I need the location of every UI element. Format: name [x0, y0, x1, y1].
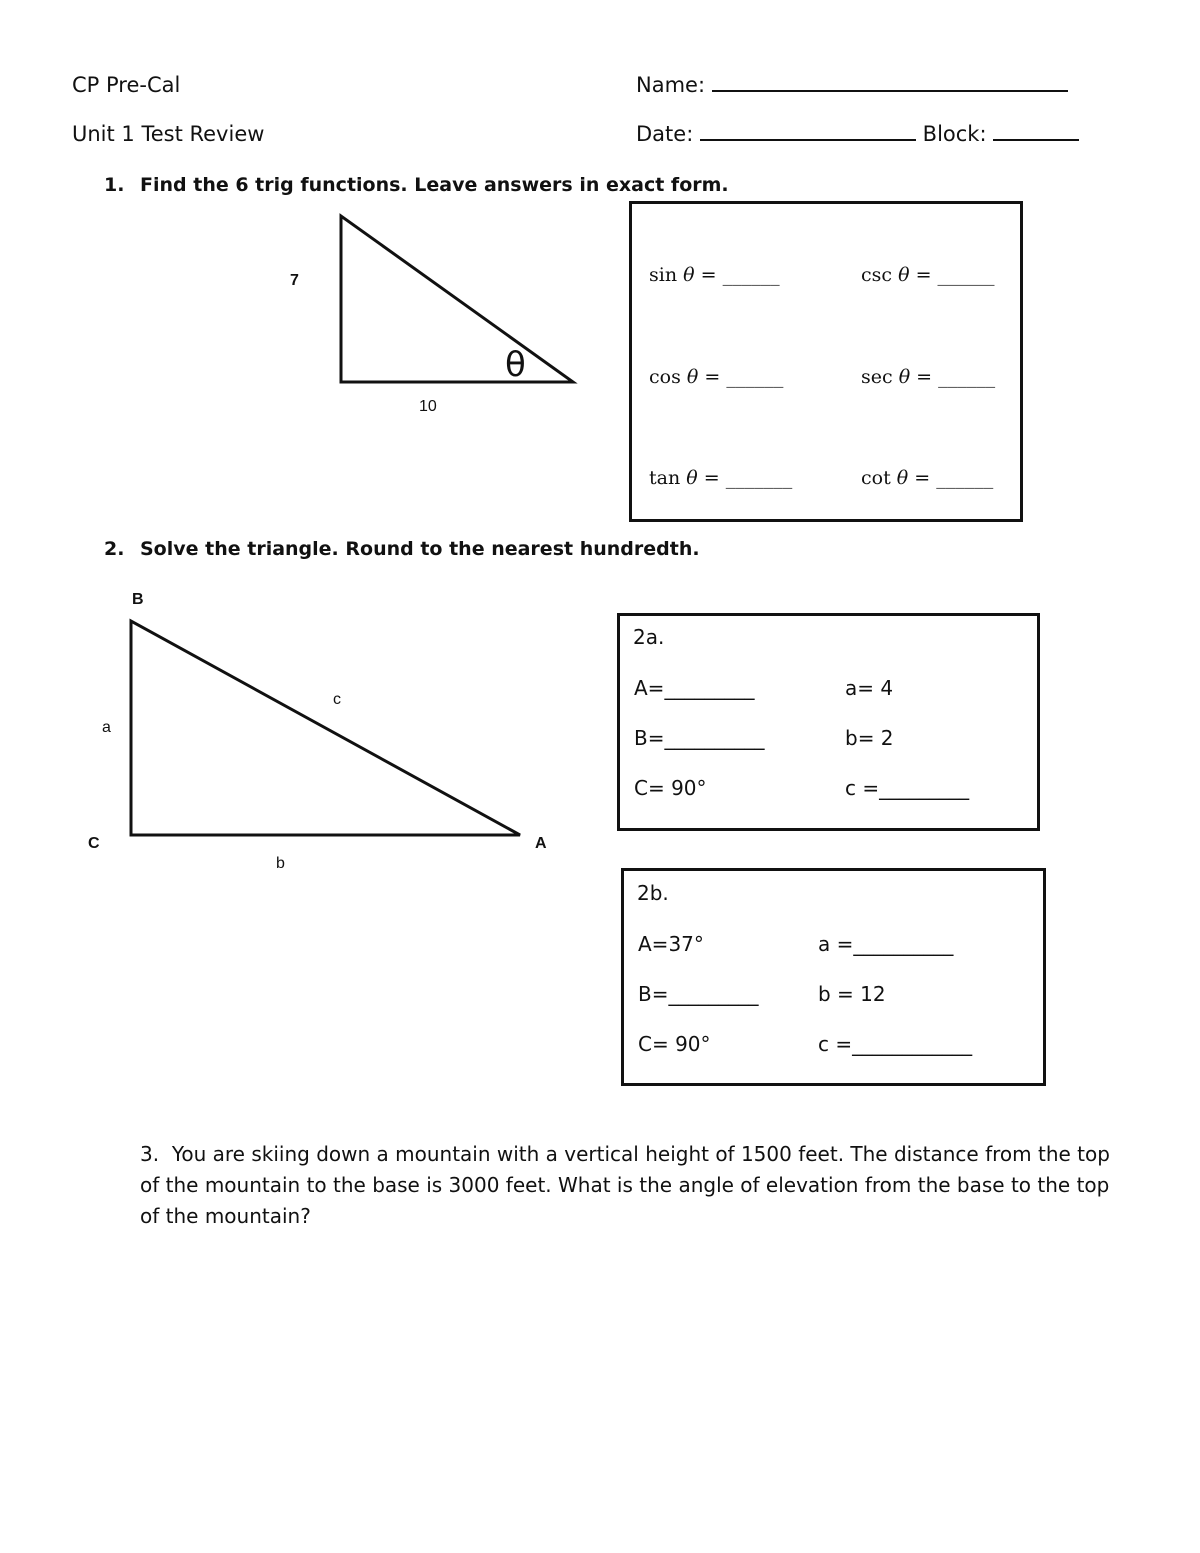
box-2b-side-a[interactable]: a =__________ [818, 932, 954, 956]
triangle-1-side-vertical: 7 [290, 272, 299, 289]
cot-row: cot θ = ______ [861, 467, 994, 489]
box-2b-angle-C: C= 90° [638, 1032, 711, 1056]
box-2a-angle-B[interactable]: B=__________ [634, 726, 765, 750]
question-3-text: You are skiing down a mountain with a vertical height of 1500 feet. The distance from the top of the mountain to the base is 3000 feet. What is the angle of elevation from the base to the top of the mountain? [140, 1142, 1110, 1228]
question-1-prompt [104, 174, 729, 196]
cot-name: cot [861, 467, 891, 489]
sin-blank[interactable]: ______ [722, 264, 780, 286]
csc-blank[interactable]: ______ [937, 264, 995, 286]
question-2-text: Solve the triangle. Round to the nearest hundredth. [140, 538, 700, 560]
sec-blank[interactable]: ______ [938, 366, 996, 388]
triangle-1-shape [341, 216, 573, 385]
answer-box-2a [617, 613, 1040, 831]
name-field[interactable] [636, 73, 1068, 97]
box-2b-side-c[interactable]: c =____________ [818, 1032, 973, 1056]
cos-name: cos [649, 366, 681, 388]
cos-blank[interactable]: ______ [726, 366, 784, 388]
vertex-b-label: B [132, 591, 144, 608]
theta-angle-label: θ [505, 345, 526, 385]
box-2b-side-b: b = 12 [818, 982, 886, 1006]
box-2a-title: 2a. [633, 625, 665, 649]
tan-blank[interactable]: _______ [725, 467, 793, 489]
vertex-a-label: A [535, 835, 547, 852]
box-2a-angle-C: C= 90° [634, 776, 707, 800]
sec-name: sec [861, 366, 893, 388]
triangle-1-diagram [330, 205, 590, 400]
box-2b-title: 2b. [637, 881, 669, 905]
tan-name: tan [649, 467, 681, 489]
triangle-1-side-horizontal: 10 [419, 398, 437, 415]
question-3-number: 3. [140, 1142, 160, 1166]
date-label: Date: [636, 122, 694, 146]
box-2a-side-b: b= 2 [845, 726, 894, 750]
block-label: Block: [922, 122, 987, 146]
unit-title: Unit 1 Test Review [72, 122, 265, 146]
question-1-text: Find the 6 trig functions. Leave answers in exact form. [140, 174, 729, 196]
box-2b-angle-A: A=37° [638, 932, 704, 956]
date-blank[interactable] [700, 139, 916, 141]
vertex-c-label: C [88, 835, 100, 852]
triangle-2-shape [131, 621, 520, 835]
block-blank[interactable] [993, 139, 1079, 141]
box-2a-side-a: a= 4 [845, 676, 894, 700]
name-label: Name: [636, 73, 706, 97]
csc-name: csc [861, 264, 893, 286]
answer-box-2b [621, 868, 1046, 1086]
sin-row: sin θ = ______ [649, 264, 780, 286]
date-block-field [636, 122, 1079, 146]
side-c-label: c [333, 691, 341, 708]
question-2-prompt [104, 538, 700, 560]
sec-row: sec θ = ______ [861, 366, 996, 388]
box-2b-angle-B[interactable]: B=_________ [638, 982, 759, 1006]
side-a-label: a [102, 719, 111, 736]
triangle-2-diagram [120, 610, 540, 850]
question-2-number: 2. [104, 538, 125, 560]
trig-answer-box [629, 201, 1023, 522]
tan-row: tan θ = _______ [649, 467, 793, 489]
box-2a-angle-A[interactable]: A=_________ [634, 676, 755, 700]
csc-row: csc θ = ______ [861, 264, 995, 286]
question-1-number: 1. [104, 174, 125, 196]
name-blank[interactable] [712, 90, 1068, 92]
cos-row: cos θ = ______ [649, 366, 784, 388]
box-2a-side-c[interactable]: c =_________ [845, 776, 970, 800]
sin-name: sin [649, 264, 678, 286]
question-3 [140, 1139, 1130, 1232]
cot-blank[interactable]: ______ [936, 467, 994, 489]
course-title: CP Pre-Cal [72, 73, 181, 97]
side-b-label: b [276, 855, 285, 872]
